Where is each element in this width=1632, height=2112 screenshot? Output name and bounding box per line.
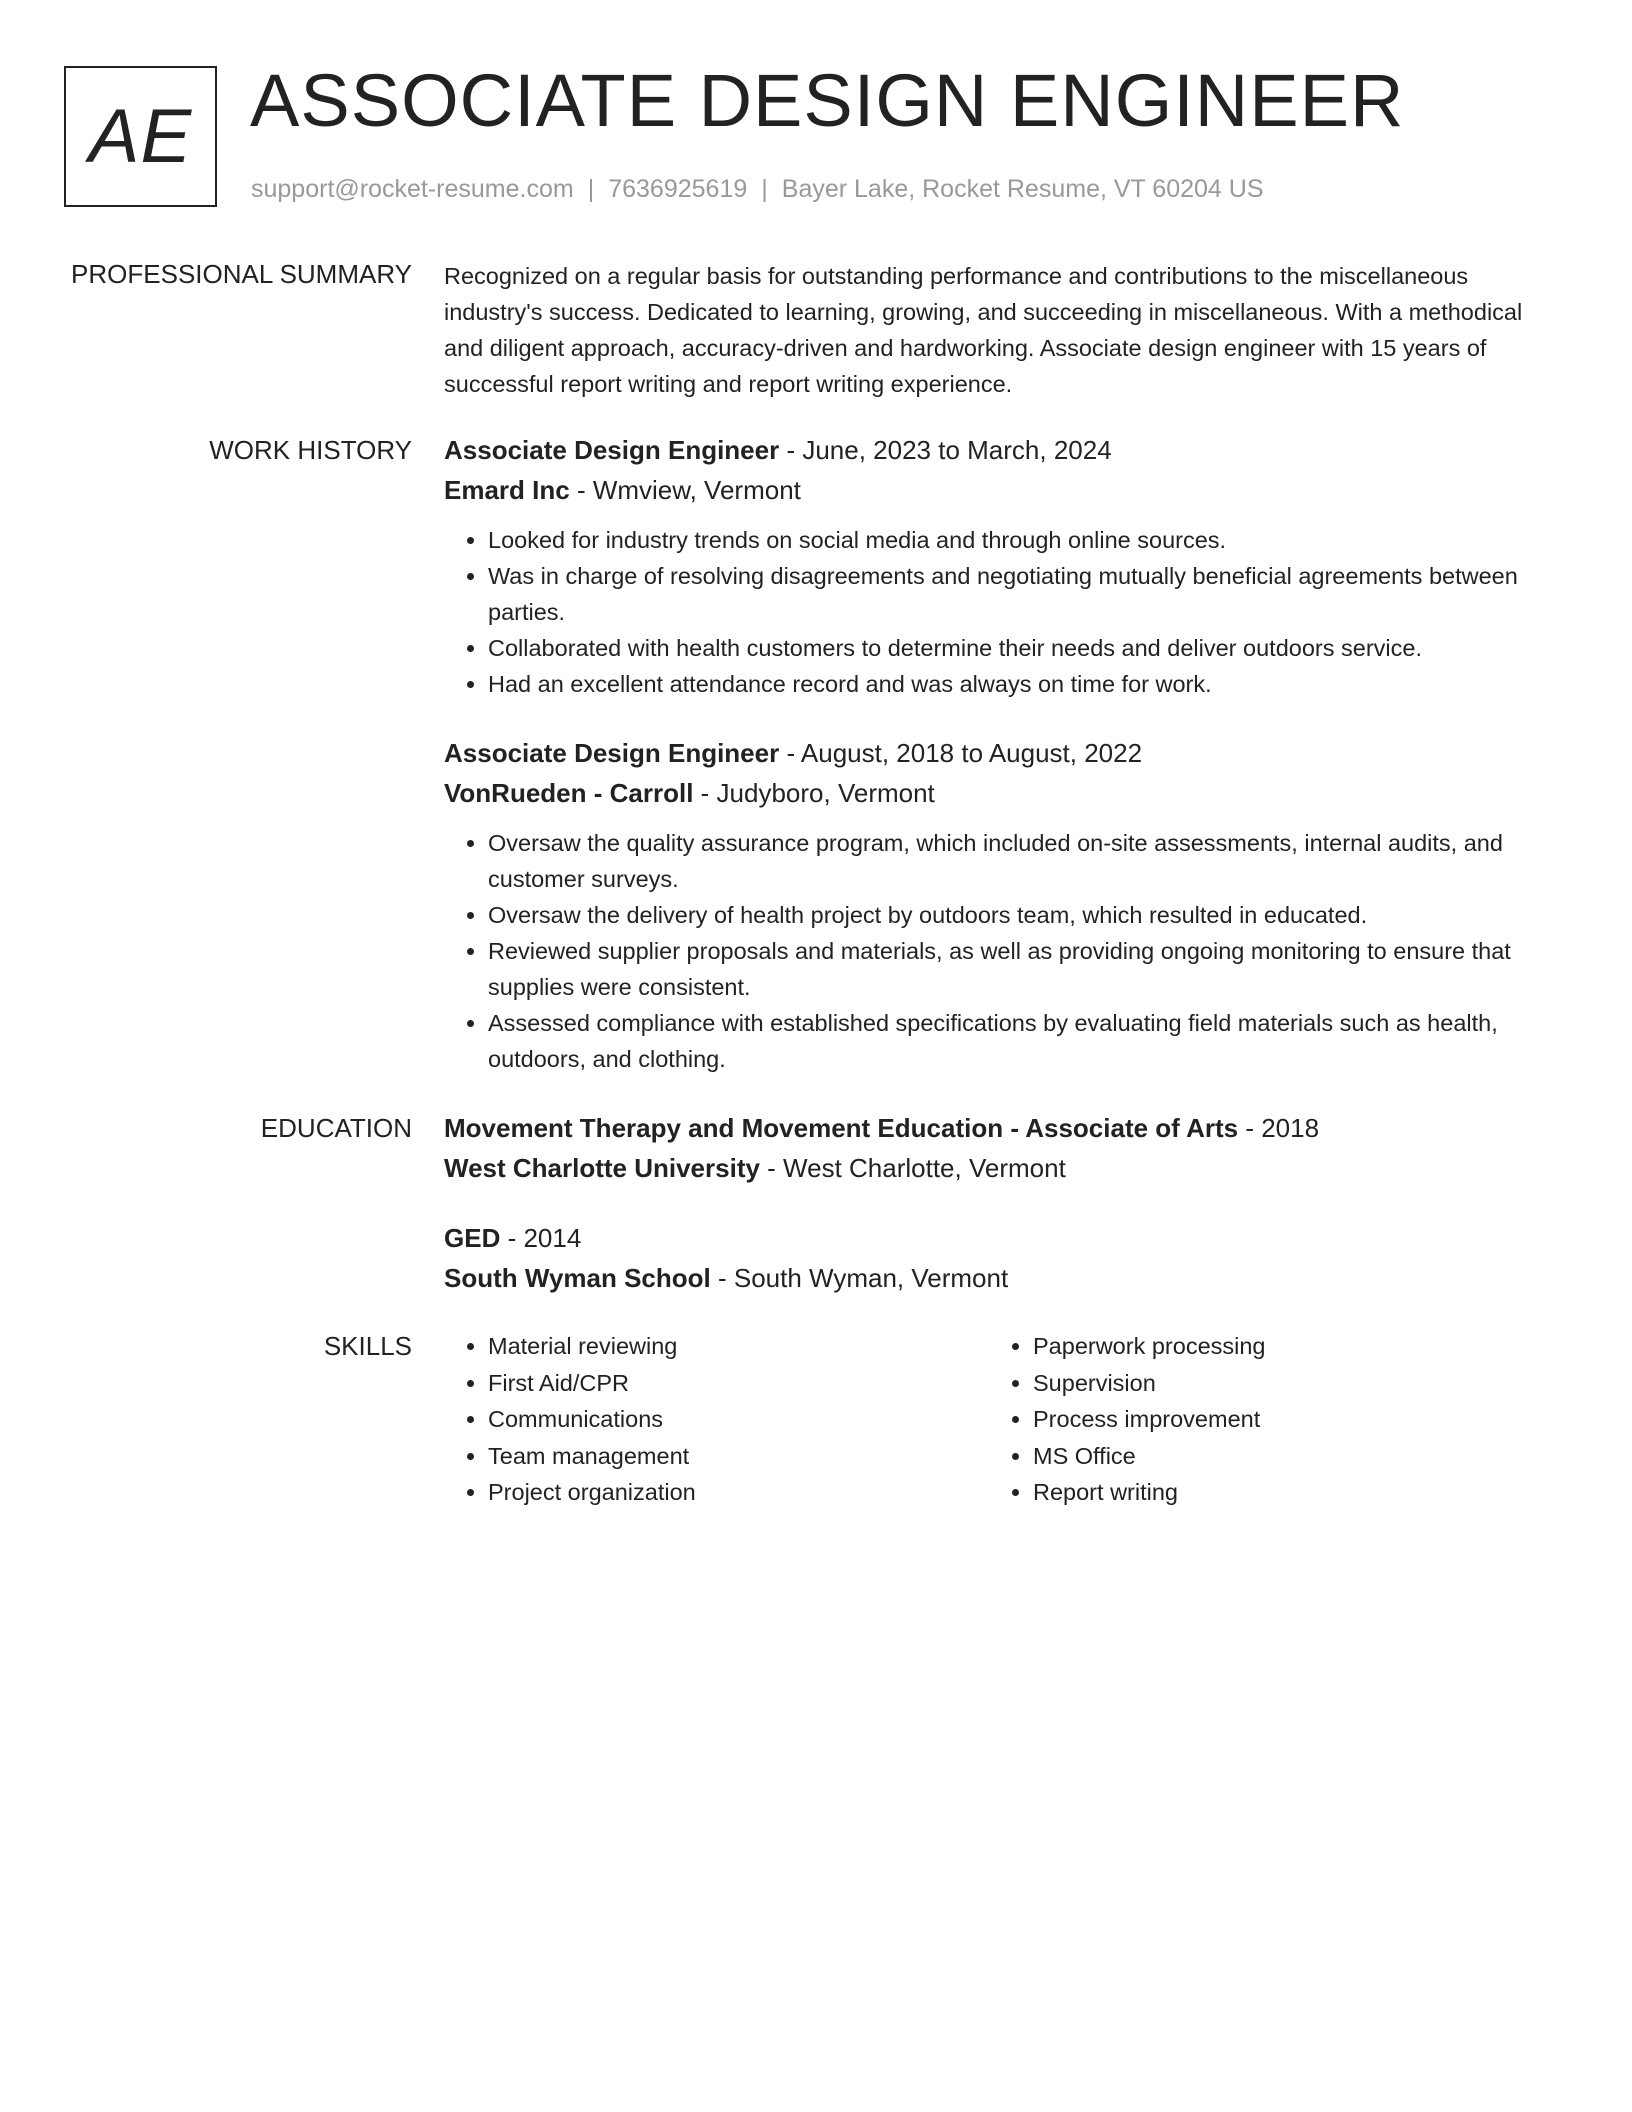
school-name: South Wyman School [444,1263,711,1293]
job-title-line [444,430,1554,470]
contact-phone: 7636925619 [608,175,748,203]
summary-text: Recognized on a regular basis for outstanding performance and contributions to the miscellaneous industry's success. Dedicated to learning, growing, and succeeding in miscellaneous. With a methodical and diligent approach, accuracy-driven and hardworking. Associate design engineer with 15 years of successful report writing and report writing experience. [444,263,1523,397]
work-entry [444,430,1554,702]
education-entry [444,1108,1554,1188]
contact-email: support@rocket-resume.com [251,175,574,203]
contact-line [251,172,1264,206]
list-item: • MS Office [1033,1438,1509,1475]
school-location: - West Charlotte, Vermont [759,1153,1066,1183]
skills-column-right [989,1328,1509,1511]
list-item: • Oversaw the delivery of health project by outdoors team, which resulted in educated. [488,897,1554,933]
school-line [444,1258,1554,1298]
list-item: • Was in charge of resolving disagreements and negotiating mutually beneficial agreements between parties. [488,558,1554,630]
list-item: • Project organization [488,1474,964,1511]
job-title: Associate Design Engineer [444,738,780,768]
section-label-work-history: WORK HISTORY [209,435,412,465]
list-item: • Looked for industry trends on social media and through online sources. [488,522,1554,558]
school-name: West Charlotte University [444,1153,760,1183]
list-item: • Team management [488,1438,964,1475]
work-entry [444,733,1554,1077]
section-label-summary: PROFESSIONAL SUMMARY [71,259,412,289]
degree-line [444,1108,1554,1148]
job-title: Associate Design Engineer [444,435,780,465]
list-item: • First Aid/CPR [488,1365,964,1402]
section-label-skills: SKILLS [323,1331,412,1361]
list-item: • Reviewed supplier proposals and materials, as well as providing ongoing monitoring to ensure that supplies were consistent. [488,933,1554,1005]
job-dates: - August, 2018 to August, 2022 [779,738,1143,768]
list-item: • Supervision [1033,1365,1509,1402]
contact-separator: | [587,175,595,203]
contact-separator: | [761,175,768,203]
skills-list [989,1328,1509,1511]
skills-column-left [444,1328,964,1511]
job-bullets [444,825,1554,1077]
monogram-badge [64,66,217,207]
degree-year: - 2014 [500,1223,582,1253]
job-company-line [444,773,1554,813]
list-item: • Material reviewing [488,1328,964,1365]
job-company-line [444,470,1554,510]
list-item: • Process improvement [1033,1401,1509,1438]
job-company: Emard Inc [444,475,570,505]
list-item: • Report writing [1033,1474,1509,1511]
list-item: • Oversaw the quality assurance program, which included on-site assessments, internal audits, and customer surveys. [488,825,1554,897]
list-item: • Assessed compliance with established specifications by evaluating field materials such as health, outdoors, and clothing. [488,1005,1554,1077]
education-entry [444,1218,1554,1298]
degree-line [444,1218,1554,1258]
list-item: • Had an excellent attendance record and was always on time for work. [488,666,1554,702]
resume-title: ASSOCIATE DESIGN ENGINEER [250,59,1405,142]
job-location: - Wmview, Vermont [569,475,801,505]
job-title-line [444,733,1554,773]
school-line [444,1148,1554,1188]
job-location: - Judyboro, Vermont [693,778,935,808]
list-item: • Collaborated with health customers to determine their needs and deliver outdoors service. [488,630,1554,666]
monogram-text: AE [88,94,193,179]
degree-name: Movement Therapy and Movement Education - Associate of Arts [444,1113,1239,1143]
degree-year: - 2018 [1238,1113,1320,1143]
job-bullets [444,522,1554,702]
degree-name: GED [444,1223,501,1253]
job-dates: - June, 2023 to March, 2024 [779,435,1112,465]
contact-address: Bayer Lake, Rocket Resume, VT 60204 US [781,175,1264,203]
list-item: • Communications [488,1401,964,1438]
school-location: - South Wyman, Vermont [710,1263,1009,1293]
job-company: VonRueden - Carroll [444,778,694,808]
section-label-education: EDUCATION [260,1113,412,1143]
list-item: • Paperwork processing [1033,1328,1509,1365]
skills-list [444,1328,964,1511]
